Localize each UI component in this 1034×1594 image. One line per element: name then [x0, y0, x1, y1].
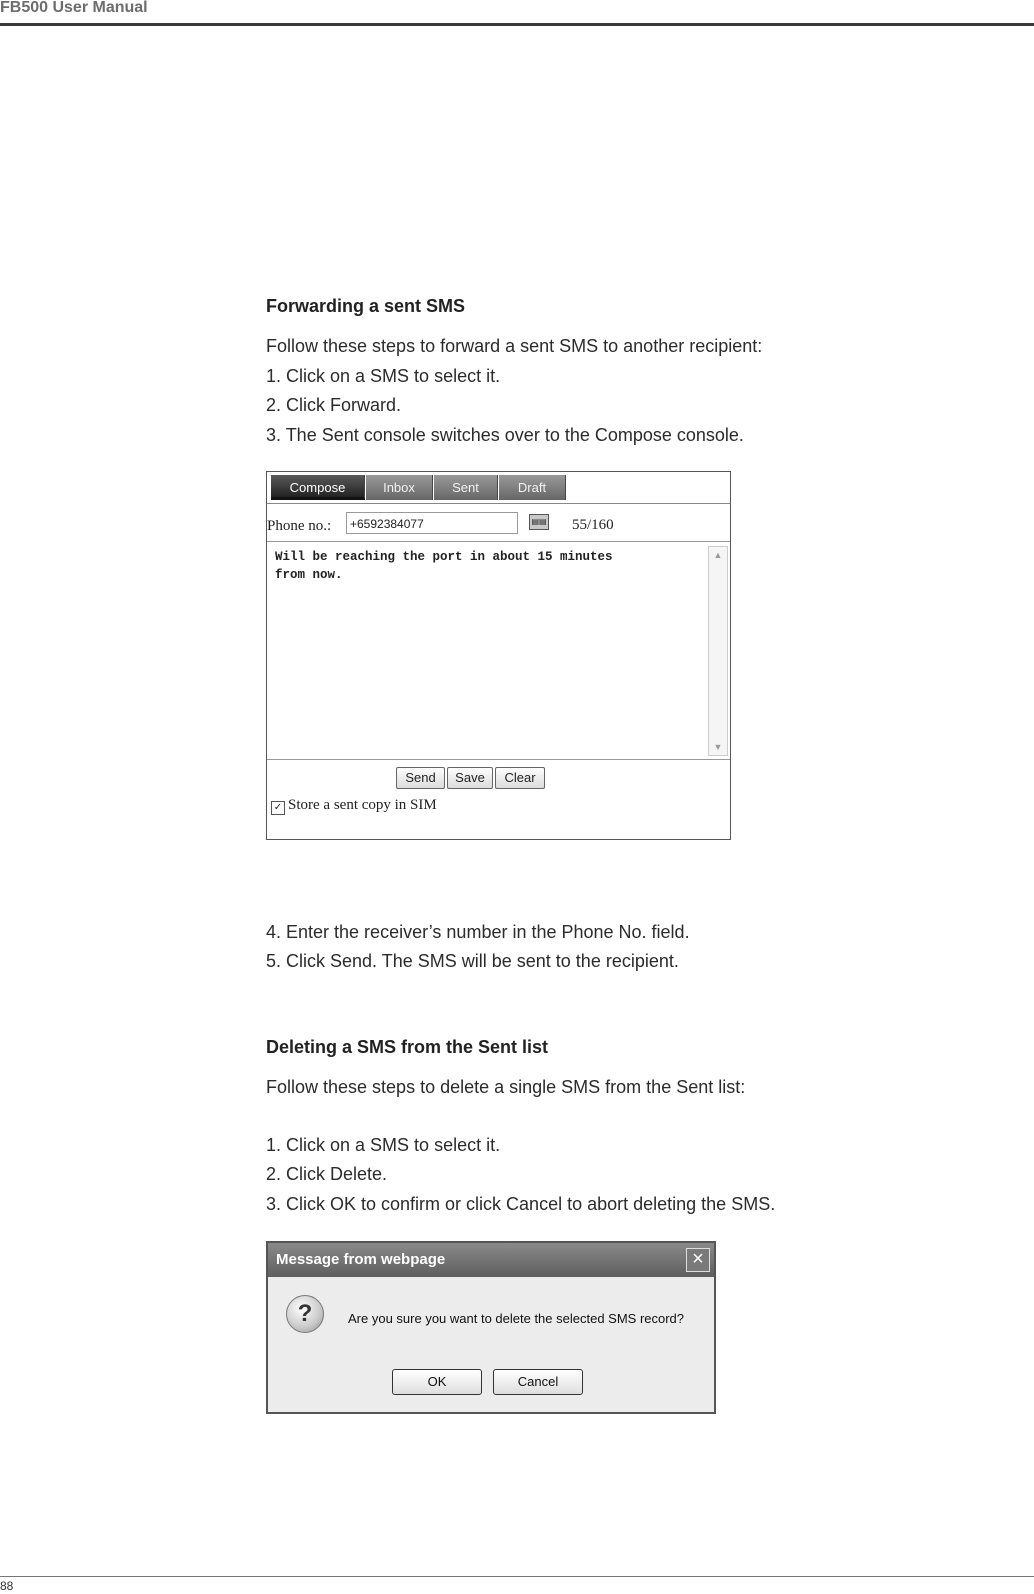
- clear-button[interactable]: Clear: [495, 767, 545, 789]
- compose-console-screenshot: [266, 471, 731, 840]
- phone-input[interactable]: +6592384077: [346, 512, 518, 534]
- store-copy-option[interactable]: [271, 797, 437, 815]
- forward-step-3: 3. The Sent console switches over to the Compose console.: [266, 425, 744, 445]
- checkbox-checked-icon[interactable]: ✓: [271, 801, 285, 815]
- question-icon: ?: [286, 1295, 324, 1333]
- save-button[interactable]: Save: [447, 767, 493, 789]
- cancel-button[interactable]: Cancel: [493, 1369, 583, 1395]
- store-copy-label: Store a sent copy in SIM: [288, 797, 437, 813]
- forward-step-2: 2. Click Forward.: [266, 395, 402, 415]
- section-heading-deleting: Deleting a SMS from the Sent list: [266, 1037, 549, 1057]
- footer-rule: [0, 1576, 1034, 1577]
- dialog-titlebar: [268, 1243, 714, 1277]
- forward-step-1: 1. Click on a SMS to select it.: [266, 366, 501, 386]
- tab-inbox[interactable]: Inbox: [366, 475, 433, 500]
- section-heading-forwarding: Forwarding a sent SMS: [266, 296, 466, 316]
- delete-confirm-dialog: [266, 1241, 716, 1414]
- character-counter: 55/160: [572, 517, 614, 533]
- phonebook-icon[interactable]: ▤▤: [529, 514, 549, 530]
- message-textarea[interactable]: [267, 541, 730, 760]
- forward-intro: Follow these steps to forward a sent SMS to another recipient:: [266, 336, 763, 356]
- delete-intro: Follow these steps to delete a single SMS from the Sent list:: [266, 1077, 746, 1097]
- console-tabbar: [267, 472, 730, 504]
- page-header-title: FB500 User Manual: [0, 0, 148, 16]
- delete-step-1: 1. Click on a SMS to select it.: [266, 1135, 501, 1155]
- forward-step-5: 5. Click Send. The SMS will be sent to the recipient.: [266, 951, 679, 971]
- forward-step-4: 4. Enter the receiver’s number in the Phone No. field.: [266, 922, 690, 942]
- send-button[interactable]: Send: [396, 767, 445, 789]
- phone-label: Phone no.:: [267, 518, 332, 534]
- header-rule: [0, 23, 1034, 26]
- message-scrollbar[interactable]: [708, 546, 728, 756]
- message-text: Will be reaching the port in about 15 minutes from now.: [275, 550, 613, 582]
- page-number: 88: [0, 1579, 14, 1593]
- tab-sent[interactable]: Sent: [434, 475, 498, 500]
- scroll-down-icon[interactable]: ▼: [713, 742, 723, 752]
- ok-button[interactable]: OK: [392, 1369, 482, 1395]
- dialog-title: Message from webpage: [276, 1251, 446, 1268]
- delete-step-3: 3. Click OK to confirm or click Cancel to abort deleting the SMS.: [266, 1194, 776, 1214]
- tab-compose[interactable]: Compose: [271, 475, 365, 500]
- delete-step-2: 2. Click Delete.: [266, 1164, 388, 1184]
- close-icon[interactable]: ×: [686, 1248, 710, 1272]
- tab-draft[interactable]: Draft: [499, 475, 566, 500]
- scroll-up-icon[interactable]: ▲: [713, 550, 723, 560]
- dialog-message: Are you sure you want to delete the selected SMS record?: [348, 1311, 685, 1326]
